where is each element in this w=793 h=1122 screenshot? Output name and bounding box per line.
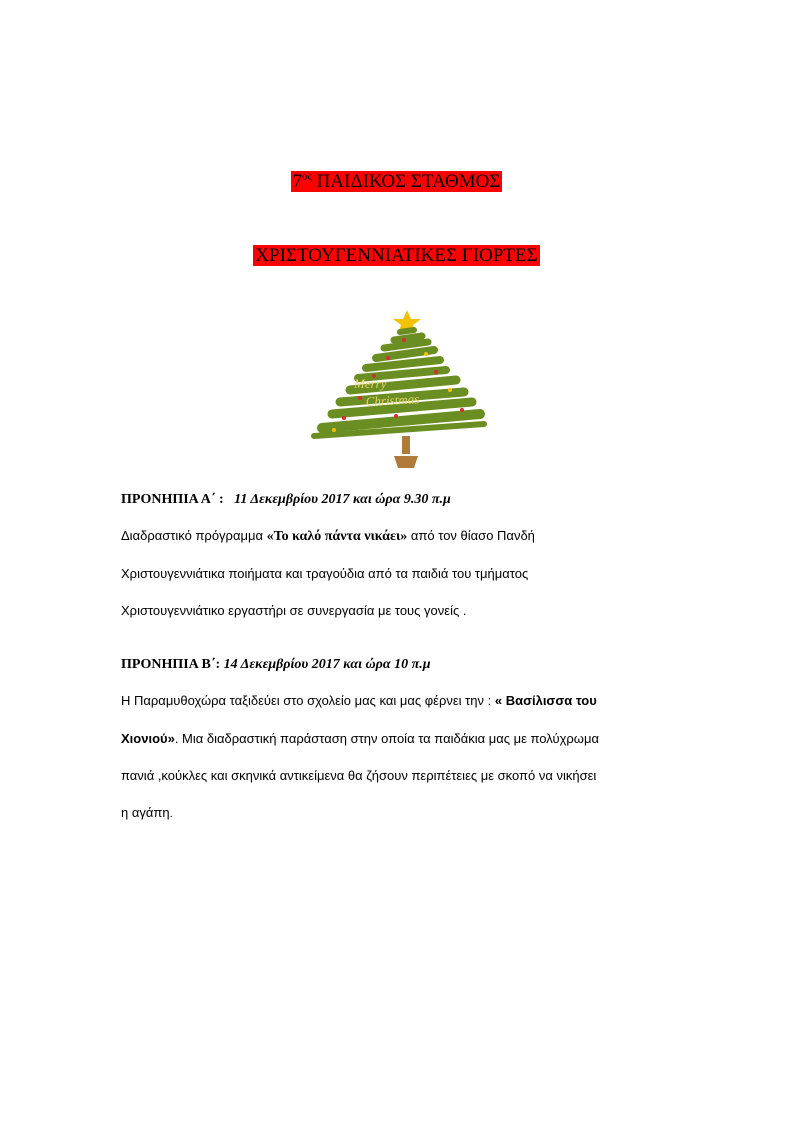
- section-b-line-3: πανιά ,κούκλες και σκηνικά αντικείμενα θα ζήσουν περιπέτειες με σκοπό να νικήσει: [121, 768, 597, 783]
- section-a-item-2: Χριστουγεννιάτικα ποιήματα και τραγούδια από τα παιδιά του τμήματος: [121, 566, 529, 581]
- section-b-heading: [121, 656, 431, 674]
- page-title: [0, 170, 793, 194]
- tree-pot: [394, 456, 418, 468]
- section-b-line-2-text: . Μια διαδραστική παράσταση στην οποία τα παιδάκια μας με πολύχρωμα: [174, 731, 599, 746]
- title-text: ΠΑΙΔΙΚΟΣ ΣΤΑΘΜΟΣ: [311, 171, 501, 192]
- section-b-line-4-text: η αγάπη: [121, 805, 170, 820]
- section-a-item-3: Χριστουγεννιάτικο εργαστήρι σε συνεργασία με τους γονείς .: [121, 603, 467, 618]
- section-b-label: ΠΡΟΝΗΠΙΑ Β΄:: [121, 657, 221, 672]
- tree-trunk: [402, 436, 410, 454]
- section-a-item-1: [121, 527, 535, 546]
- item-1-text-end: από τον θίασο Πανδή: [407, 528, 535, 543]
- christmas-tree-image: [304, 306, 490, 474]
- item-1-text: Διαδραστικό πρόγραμμα: [121, 528, 267, 543]
- subtitle-text: ΧΡΙΣΤΟΥΓΕΝΝΙΑΤΙΚΕΣ ΓΙΟΡΤΕΣ: [255, 245, 538, 266]
- section-b-line-2: [121, 730, 599, 748]
- section-b-line-4: [121, 804, 173, 823]
- section-b-line-1: [121, 692, 597, 710]
- section-a-label: ΠΡΟΝΗΠΙΑ Α΄ :: [121, 492, 224, 507]
- tree-text-merry: Merry: [354, 376, 387, 391]
- section-b-date: 14 Δεκεμβρίου 2017 και ώρα 10 π.μ: [220, 657, 431, 672]
- section-b-line-1-text: Η Παραμυθοχώρα ταξιδεύει στο σχολείο μας και μας φέρνει την :: [121, 693, 495, 708]
- page-subtitle: [0, 244, 793, 268]
- tree-text-christmas: Christmas: [365, 391, 420, 409]
- section-a-date: 11 Δεκεμβρίου 2017 και ώρα 9.30 π.μ: [234, 492, 451, 507]
- title-highlight: [291, 171, 503, 192]
- title-ordinal-suffix: ος: [302, 170, 312, 183]
- section-b-line-4-period: .: [169, 808, 173, 820]
- section-a-heading: [121, 491, 451, 509]
- item-1-bold-title: «Το καλό πάντα νικάει»: [266, 529, 408, 544]
- tree-foliage: [314, 330, 484, 436]
- title-number: 7: [292, 171, 303, 192]
- section-b-title-part-2: Χιονιού»: [121, 731, 175, 746]
- section-b-title-part-1: « Βασίλισσα του: [494, 693, 597, 708]
